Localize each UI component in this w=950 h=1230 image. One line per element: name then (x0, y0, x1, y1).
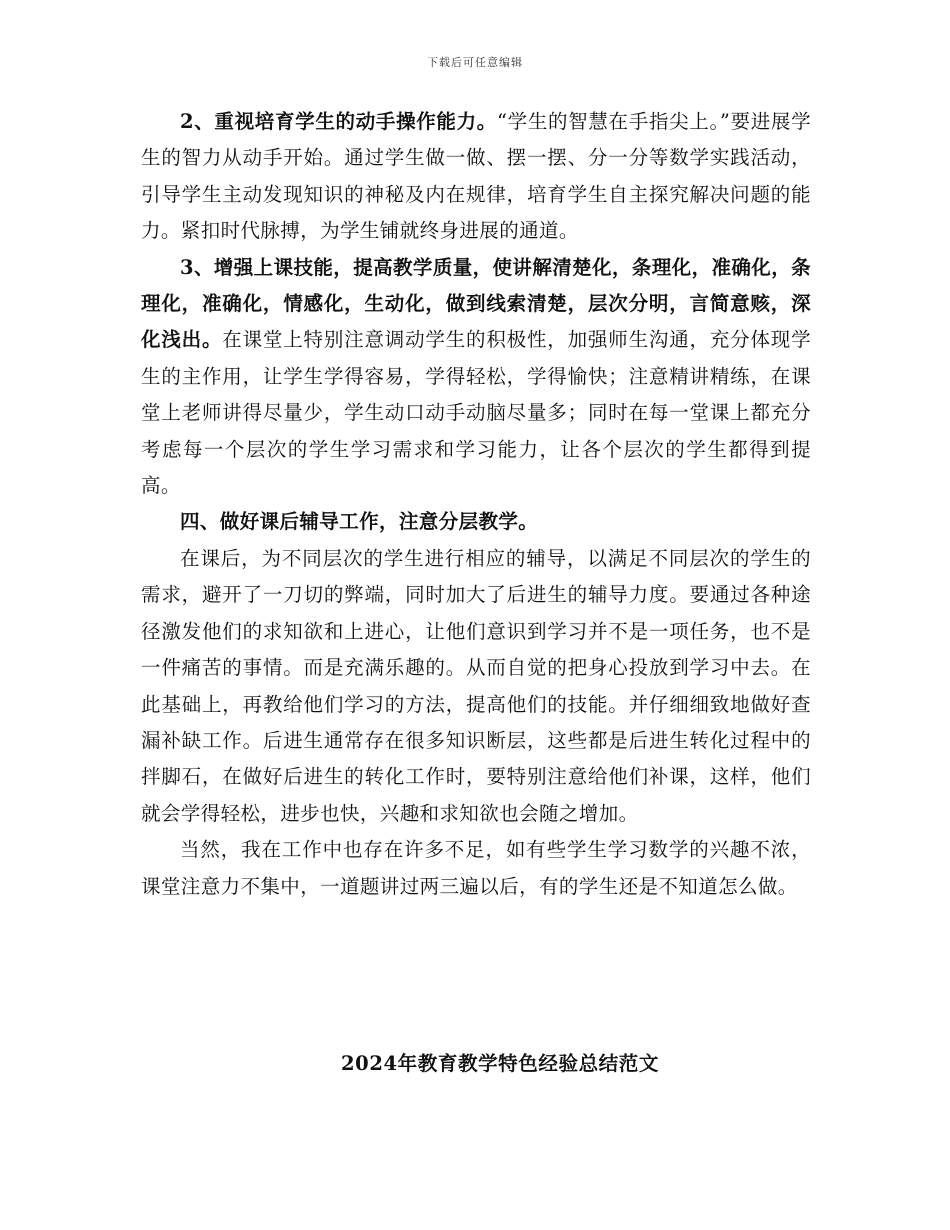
document-body (141, 104, 811, 905)
paragraph-heading: 2、重视培育学生的动手操作能力。 (180, 110, 497, 133)
paragraph-heading: 3、增强上课技能，提高教学质量，使讲解清楚化，条理化，准确化，条理化，准确化，情感化，生动化，做到线索清楚，层次分明，言简意赅，深化浅出。 (141, 255, 811, 352)
document-title: 2024年教育教学特色经验总结范文 (341, 1052, 659, 1075)
paragraph-teaching-skills (141, 250, 811, 505)
section-heading-tutoring: 四、做好课后辅导工作，注意分层教学。 (180, 510, 539, 534)
paragraph-hands-on-ability (141, 104, 811, 250)
paragraph-shortcomings: 当然，我在工作中也存在许多不足，如有些学生学习数学的兴趣不浓，课堂注意力不集中，一道题讲过两三遍以后，有的学生还是不知道怎么做。 (141, 838, 811, 898)
paragraph-text: 在课堂上特别注意调动学生的积极性，加强师生沟通，充分体现学生的主作用，让学生学得容易，学得轻松，学得愉快；注意精讲精练，在课堂上老师讲得尽量少，学生动口动手动脑尽量多；同时在每一堂课上都充分考虑每一个层次的学生学习需求和学习能力，让各个层次的学生都得到提高。 (141, 328, 811, 498)
paragraph-after-class-tutoring: 在课后，为不同层次的学生进行相应的辅导，以满足不同层次的学生的需求，避开了一刀切的弊端，同时加大了后进生的辅导力度。要通过各种途径激发他们的求知欲和上进心，让他们意识到学习并不是一项任务，也不是一件痛苦的事情。而是充满乐趣的。从而自觉的把身心投放到学习中去。在此基础上，再教给他们学习的方法，提高他们的技能。并仔细细致地做好查漏补缺工作。后进生通常存在很多知识断层，这些都是后进生转化过程中的拌脚石，在做好后进生的转化工作时，要特别注意给他们补课，这样，他们就会学得轻松，进步也快，兴趣和求知欲也会随之增加。 (141, 546, 811, 825)
paragraph-text: “学生的智慧在手指尖上。”要进展学生的智力从动手开始。通过学生做一做、摆一摆、分一分等数学实践活动，引导学生主动发现知识的神秘及内在规律，培育学生自主探究解决问题的能力。紧扣时代脉搏，为学生铺就终身进展的通道。 (141, 110, 811, 243)
page-header-note: 下载后可任意编辑 (427, 56, 523, 69)
